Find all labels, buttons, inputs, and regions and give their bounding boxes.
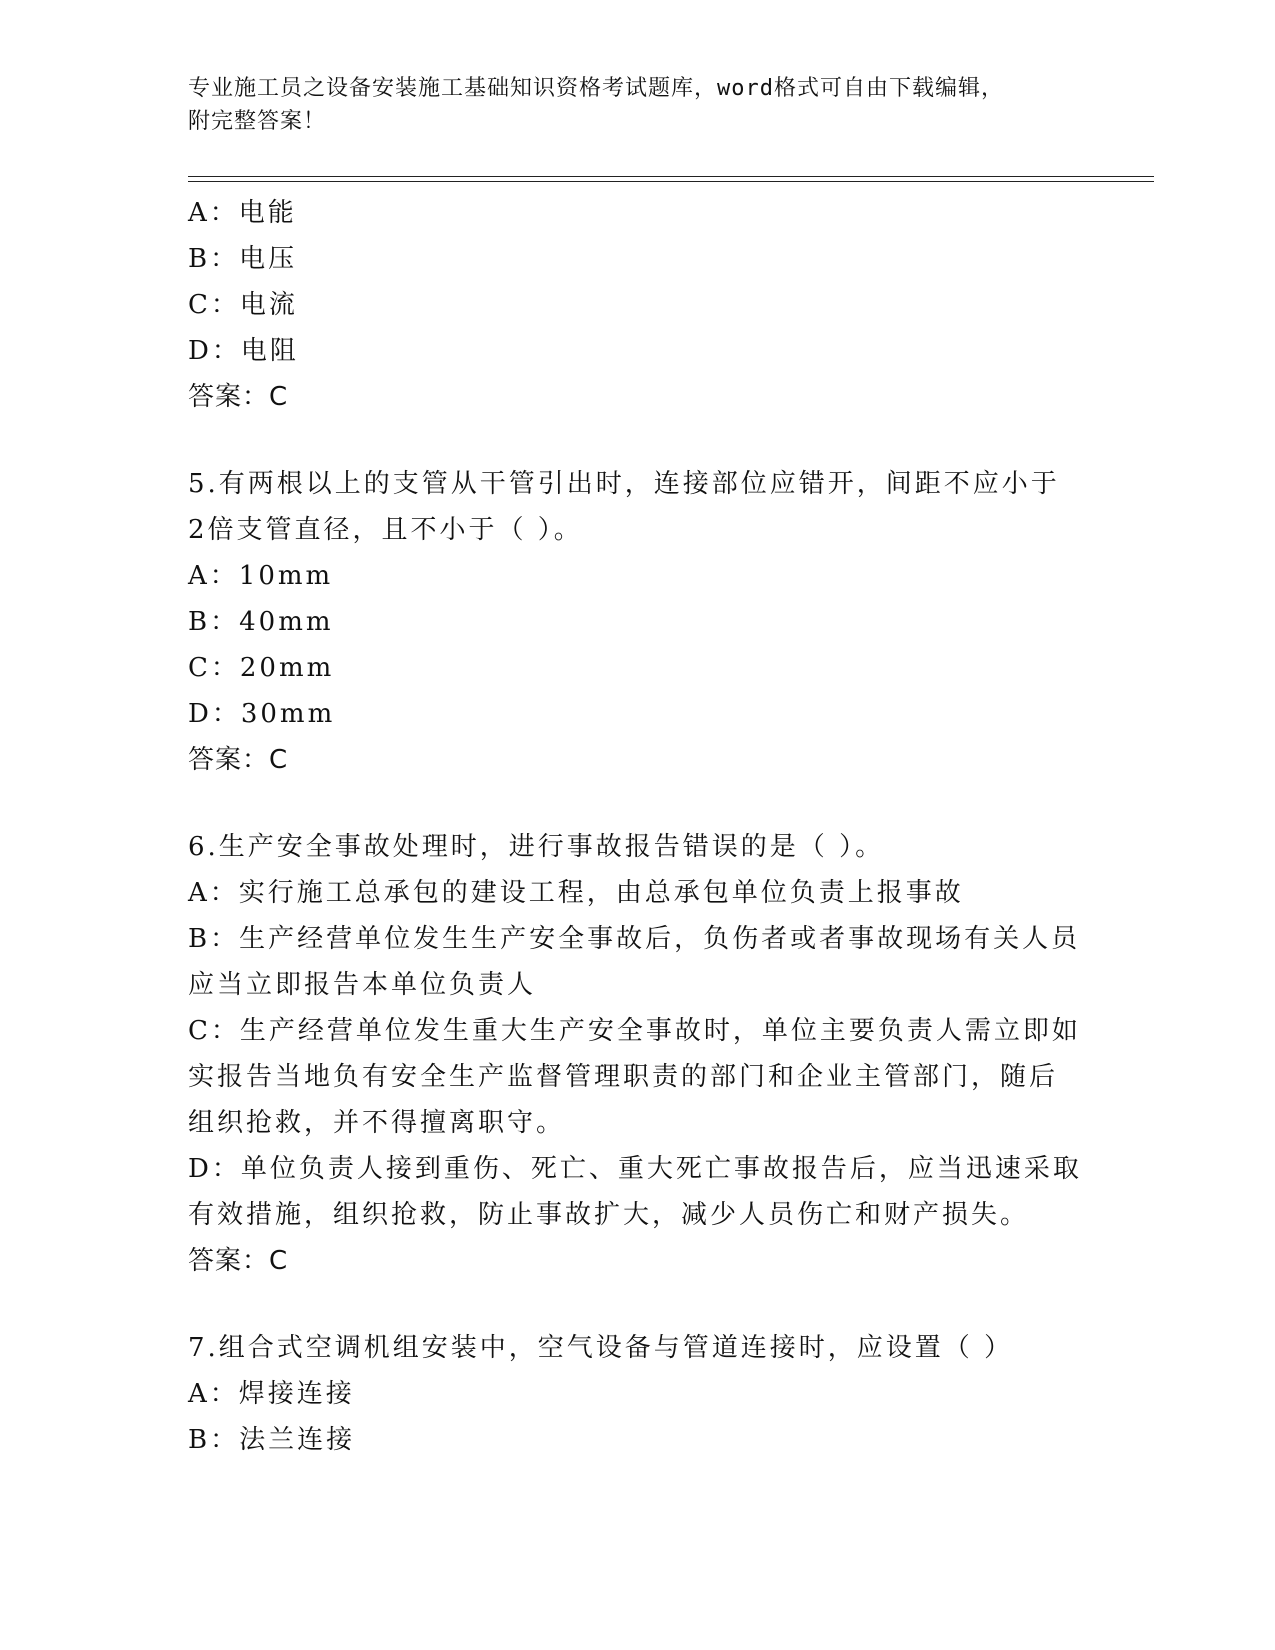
option-d: D：单位负责人接到重伤、死亡、重大死亡事故报告后，应当迅速采取 [188,1154,1082,1184]
option-a: A：10mm [188,561,334,591]
answer: 答案：C [188,1246,289,1276]
option-b: B：生产经营单位发生生产安全事故后，负伤者或者事故现场有关人员 [188,924,1081,954]
question-stem: 2倍支管直径，且不小于（ ）。 [188,515,583,545]
option-d: D：30mm [188,699,336,729]
header-divider-top [188,176,1154,177]
option-c-continued: 组织抢救，并不得擅离职守。 [188,1108,566,1138]
option-a: A：电能 [188,198,297,228]
question-stem: 6.生产安全事故处理时，进行事故报告错误的是（ ）。 [188,832,885,862]
option-c: C：20mm [188,653,335,683]
question-5 [188,461,1088,783]
option-c-continued: 实报告当地负有安全生产监督管理职责的部门和企业主管部门，随后 [188,1062,1059,1092]
document-header [188,72,1088,138]
question-6 [188,824,1088,1284]
option-c: C：生产经营单位发生重大生产安全事故时，单位主要负责人需立即如 [188,1016,1081,1046]
option-b: B：法兰连接 [188,1425,356,1455]
header-line-1: 专业施工员之设备安装施工基础知识资格考试题库，word格式可自由下载编辑， [188,76,1004,101]
question-list [188,190,1088,1463]
option-a: A：实行施工总承包的建设工程，由总承包单位负责上报事故 [188,878,964,908]
option-d: D：电阻 [188,336,299,366]
option-b-continued: 应当立即报告本单位负责人 [188,970,537,1000]
header-line-2: 附完整答案！ [188,109,327,134]
answer: 答案：C [188,382,289,412]
question-stem: 7.组合式空调机组安装中，空气设备与管道连接时，应设置（ ） [188,1333,1014,1363]
option-c: C：电流 [188,290,298,320]
option-b: B：电压 [188,244,298,274]
question-stem: 5.有两根以上的支管从干管引出时，连接部位应错开，间距不应小于 [188,469,1060,499]
option-b: B：40mm [188,607,334,637]
question-7 [188,1325,1088,1463]
option-d-continued: 有效措施，组织抢救，防止事故扩大，减少人员伤亡和财产损失。 [188,1200,1030,1230]
header-divider-bottom [188,181,1154,182]
option-a: A：焊接连接 [188,1379,355,1409]
question-4 [188,190,1088,420]
answer: 答案：C [188,745,289,775]
